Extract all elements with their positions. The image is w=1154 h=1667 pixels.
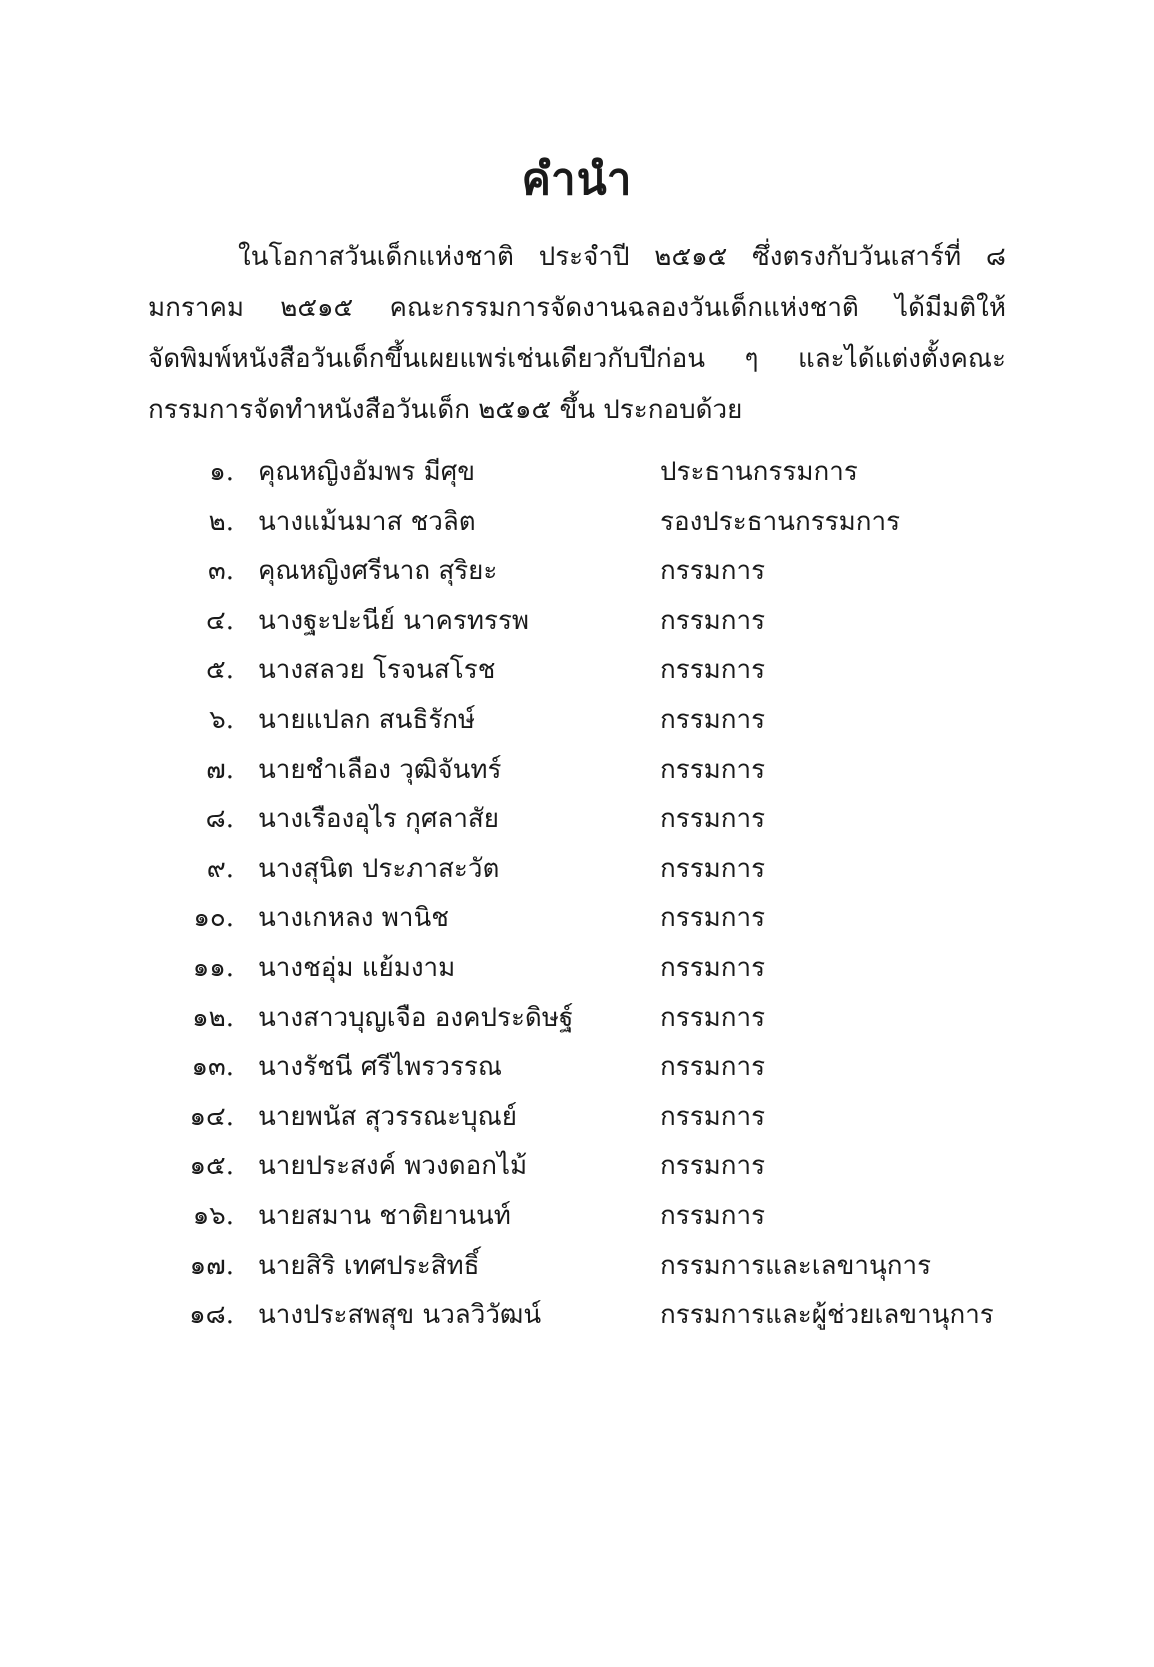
member-name: นางเรืองอุไร กุศลาสัย [258, 804, 500, 835]
member-name: นายสมาน ชาติยานนท์ [258, 1200, 511, 1231]
member-name: นายประสงค์ พวงดอกไม้ [258, 1151, 528, 1182]
member-name: นางประสพสุข นวลวิวัฒน์ [258, 1300, 542, 1331]
member-name: นางแม้นมาส ชวลิต [258, 506, 476, 537]
committee-member-row [0, 1291, 1154, 1341]
member-number: ๒. [208, 506, 234, 537]
member-role: กรรมการ [660, 1052, 766, 1083]
committee-member-row [0, 547, 1154, 597]
member-role: กรรมการและผู้ช่วยเลขานุการ [660, 1300, 994, 1331]
member-name: นายพนัส สุวรรณะบุณย์ [258, 1101, 517, 1132]
member-role: กรรมการ [660, 853, 766, 884]
member-role: กรรมการและเลขานุการ [660, 1250, 932, 1281]
intro-line: จัดพิมพ์หนังสือวันเด็กขึ้นเผยแพร่เช่นเดียวกับปีก่อน ๆ และได้แต่งตั้งคณะ [148, 344, 1006, 374]
member-name: นางรัชนี ศรีไพรวรรณ [258, 1052, 503, 1083]
member-number: ๘. [205, 804, 234, 835]
member-role: กรรมการ [660, 556, 766, 587]
committee-member-row [0, 1242, 1154, 1292]
intro-paragraph [148, 232, 1006, 436]
member-role: ประธานกรรมการ [660, 457, 858, 487]
member-name: นายสิริ เทศประสิทธิ์ [258, 1250, 480, 1281]
member-name: คุณหญิงศรีนาถ สุริยะ [258, 556, 498, 587]
member-number: ๗. [206, 754, 234, 785]
intro-line: มกราคม ๒๕๑๕ คณะกรรมการจัดงานฉลองวันเด็กแห่งชาติ ได้มีมติให้ [148, 293, 1006, 323]
member-name: นายชำเลือง วุฒิจันทร์ [258, 754, 502, 785]
member-number: ๑๐. [193, 903, 234, 934]
committee-member-row [0, 944, 1154, 994]
committee-list [0, 448, 1154, 1341]
committee-member-row [0, 1043, 1154, 1093]
member-role: กรรมการ [660, 754, 766, 785]
committee-member-row [0, 597, 1154, 647]
member-number: ๑๖. [192, 1200, 234, 1231]
member-name: นางสลวย โรจนสโรช [258, 655, 496, 686]
committee-member-row [0, 498, 1154, 548]
member-number: ๑๒. [192, 1002, 234, 1033]
member-name: คุณหญิงอัมพร มีศุข [258, 457, 476, 487]
member-name: นางเกหลง พานิช [258, 903, 449, 934]
member-role: กรรมการ [660, 704, 766, 735]
member-name: นางชอุ่ม แย้มงาม [258, 952, 456, 983]
committee-member-row [0, 746, 1154, 796]
committee-member-row [0, 994, 1154, 1044]
member-name: นางฐะปะนีย์ นาครทรรพ [258, 605, 530, 636]
member-number: ๑๗. [189, 1250, 234, 1281]
committee-member-row [0, 646, 1154, 696]
member-name: นายแปลก สนธิรักษ์ [258, 704, 476, 735]
committee-member-row [0, 696, 1154, 746]
member-number: ๕. [206, 655, 234, 686]
member-role: รองประธานกรรมการ [660, 506, 901, 537]
member-role: กรรมการ [660, 903, 766, 934]
member-role: กรรมการ [660, 1101, 766, 1132]
committee-member-row [0, 1192, 1154, 1242]
member-role: กรรมการ [660, 605, 766, 636]
committee-member-row [0, 894, 1154, 944]
member-role: กรรมการ [660, 804, 766, 835]
member-role: กรรมการ [660, 1200, 766, 1231]
page-title: คำนำ [521, 154, 633, 205]
member-role: กรรมการ [660, 655, 766, 686]
member-number: ๑๑. [192, 952, 234, 983]
committee-member-row [0, 795, 1154, 845]
member-role: กรรมการ [660, 1002, 766, 1033]
committee-member-row [0, 845, 1154, 895]
committee-member-row [0, 1142, 1154, 1192]
member-number: ๖. [209, 704, 234, 735]
committee-member-row [0, 1093, 1154, 1143]
intro-line: ในโอกาสวันเด็กแห่งชาติ ประจำปี ๒๕๑๕ ซึ่งตรงกับวันเสาร์ที่ ๘ [238, 242, 1006, 272]
member-number: ๑๓. [191, 1052, 234, 1083]
member-number: ๑๕. [189, 1151, 234, 1182]
member-number: ๙. [206, 853, 234, 884]
member-number: ๓. [207, 556, 234, 587]
member-number: ๑. [209, 457, 234, 487]
intro-line: กรรมการจัดทำหนังสือวันเด็ก ๒๕๑๕ ขึ้น ประกอบด้วย [148, 395, 743, 425]
committee-member-row [0, 448, 1154, 498]
member-name: นางสุนิต ประภาสะวัต [258, 853, 500, 884]
member-number: ๑๔. [189, 1101, 234, 1132]
member-number: ๑๘. [189, 1300, 234, 1331]
member-number: ๔. [206, 605, 234, 636]
member-role: กรรมการ [660, 1151, 766, 1182]
member-role: กรรมการ [660, 952, 766, 983]
member-name: นางสาวบุญเจือ องคประดิษฐ์ [258, 1002, 574, 1033]
